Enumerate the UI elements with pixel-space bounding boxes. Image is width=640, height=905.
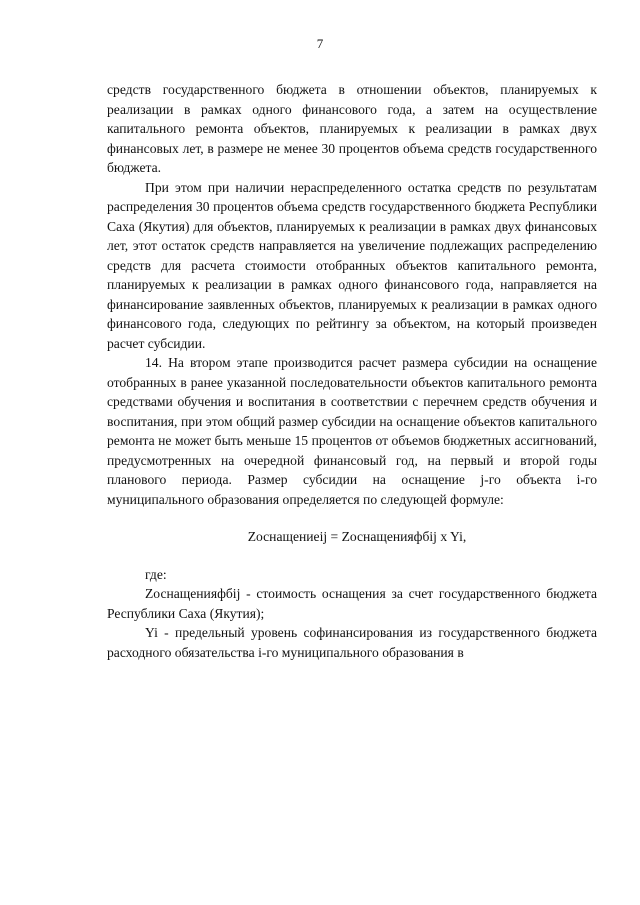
- page-number: 7: [316, 36, 324, 51]
- definition-z-equipment: Zоснащенияфбij - стоимость оснащения за счет государственного бюджета Республики Саха (Якутия);: [107, 586, 597, 621]
- paragraph-continuation: средств государственного бюджета в отношении объектов, планируемых к реализации в рамках одного финансового года, а затем на осуществление капитального ремонта объектов, планируемых к реализации в рамках двух финансовых лет, в размере не менее 30 процентов объема средств государственного бюджета.: [107, 82, 597, 175]
- definition-yi: Yi - предельный уровень софинансирования из государственного бюджета расходного обязательства i-го муниципального образования в: [107, 625, 597, 660]
- paragraph-item-14: 14. На втором этапе производится расчет размера субсидии на оснащение отобранных в ранее указанной последовательности объектов капитального ремонта средствами обучения и воспитания в соответствии с перечнем средств обучения и воспитания, при этом общий размер субсидии на оснащение объектов капитального ремонта не может быть меньше 15 процентов от объемов бюджетных ассигнований, предусмотренных на очередной финансовый год, на первый и второй годы планового периода. Размер субсидии на оснащение j-го объекта i-го муниципального образования определяется по следующей формуле:: [107, 355, 597, 507]
- formula: Zоснащениеij = Zоснащенияфбij x Yi,: [247, 529, 467, 544]
- document-body: [107, 80, 597, 662]
- paragraph-remaining-funds: При этом при наличии нераспределенного остатка средств по результатам распределения 30 процентов объема средств государственного бюджета Республики Саха (Якутия) для объектов, планируемых к реализации в рамках двух финансовых лет, этот остаток средств направляется на увеличение подлежащих распределению средств для расчета стоимости отобранных объектов капитального ремонта, планируемых к реализации в рамках одного финансового года, направляется на финансирование заявленных объектов, планируемых к реализации в рамках одного финансового года, следующих по рейтингу за объектом, на который произведен расчет субсидии.: [107, 179, 597, 351]
- where-label: где:: [145, 566, 167, 582]
